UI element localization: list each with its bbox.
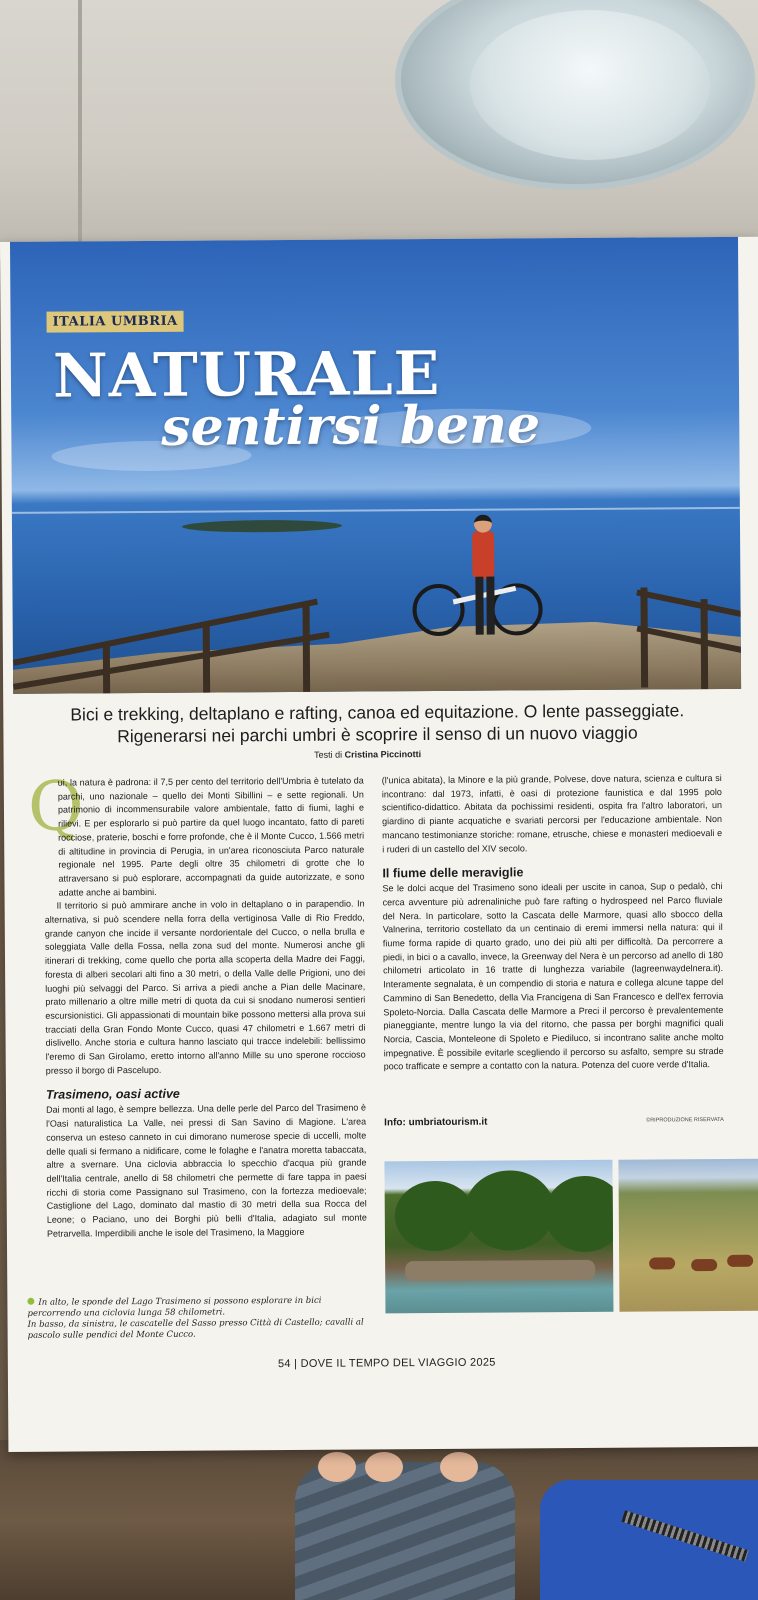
byline-author: Cristina Piccinotti [344,749,422,760]
blue-bag [540,1480,758,1600]
cyclist-leg [486,577,494,635]
fence-rail [636,590,741,618]
fence-post [103,643,110,694]
lake-horizon [12,507,740,514]
standfirst [13,699,741,748]
page-folio: 54 | DOVE IL TEMPO DEL VIAGGIO 2025 [277,1356,496,1371]
fence-post [640,587,648,687]
magazine-page [0,237,758,1452]
article-paragraph: (l'unica abitata), la Minore e la più grande, Polvese, dove natura, scienza e cultura si incontrano: dal 1973, infatti, è oasi di protezione faunistica e dal 1995 polo scientifico-didattico. Abitata da pochissimi residenti, ospita fra l'altro laboratori, un giardino di piante acquatiche e svariati percorsi per l'educazione ambientale. Non mancano testimonianze storiche: romane, etrusche, chiese e monasteri medioevali e i ruderi di un castello del XIV secolo. [381,772,723,854]
article-column-right [382,772,724,1074]
fence-post [203,625,211,694]
section-heading: Il fiume delle meraviglie [382,865,524,881]
fence-post [303,602,311,692]
horse [691,1259,717,1271]
photo-horses [618,1159,758,1312]
article-paragraph: Dai monti al lago, è sempre bellezza. Una delle perle del Parco del Trasimeno è l'Oasi naturalistica La Valle, nei pressi di San Savino di Magione. L'area conserva un esteso canneto in cui dimorano numerose specie di uccelli, molte delle quali si fermano a nidificare, come le folaghe e l'anatra moretta tabaccata, altre a svernare. Una ciclovia abbraccia lo specchio d'acqua più grande dell'Italia centrale, anello di 58 chilometri che permette di fare tappa in paesi ricchi di storia come Passignano sul Trasimeno, con la fortezza medioevale; Castiglione del Lago, dominato dal mastio di 30 metri della sua Rocca del Leone; o Paciano, uno dei Borghi più belli d'Italia, adagiato sul monte Petrarvella. Imperdibili anche le isole del Trasimeno, la Maggiore [46,1102,367,1239]
tree [545,1176,614,1253]
headline: NATURALE [52,338,441,412]
cyclist [472,531,494,579]
info-link: Info: umbriatourism.it [384,1116,488,1129]
bike-wheel [412,584,464,636]
headline-subtitle: sentirsi bene [161,394,541,458]
standfirst-line: Bici e trekking, deltaplano e rafting, canoa ed equitazione. O lente passeggiate. [70,700,685,725]
copyright-notice: ©RIPRODUZIONE RISERVATA [646,1116,724,1124]
photo-caption [27,1295,367,1341]
horse [649,1257,675,1269]
article-paragraph: ui, la natura è padrona: il 7,5 per cento del territorio dell'Umbria è tutelato da parchi, uno nazionale – quello dei Monti Sibillini – e sette regionali. Un patrimonio di incommensurabile valore ambientale, fatto di fiumi, laghi e rilievi. E per esplorarlo si può partire da quel luogo incantato, fatto di pareti rocciose, praterie, boschi e forre profonde, che è il Monte Cucco, 1.566 metri di altitudine in provincia di Perugia, in un'area riconosciuta Parco naturale regionale nel 1995. Parte degli oltre 35 chilometri di grotte che lo attraversano si può esplorare, accompagnati da guide autorizzate, e sono adatte anche ai bambini. [57,775,365,898]
cyclist-head [474,515,492,533]
water-glass-inner [470,10,710,160]
rock-ledge [405,1260,595,1281]
article-column-left [44,774,367,1241]
hero-photo [10,237,741,694]
fence-post [701,599,709,689]
toe [365,1452,403,1482]
standfirst-line: Rigenerarsi nei parchi umbri è scoprire il senso di un nuovo viaggio [117,722,638,747]
tree [464,1170,555,1251]
article-paragraph: Il territorio si può ammirare anche in volo in deltaplano o in parapendio. In alternativa, si può scendere nella forra della vertiginosa Valle di Rio Freddo, grande canyon che incide il versante nordorientale del Cucco, o nella brulla e soleggiata Valle della Fossa, nella zona sud del monte. Numerosi anche gli itinerari di trekking, come quello che porta alla scoperta della Madre dei Faggi, foresta di alberi secolari alti fino a 30 metri, o della Valle delle Prigioni, uno dei luoghi più selvaggi del Parco. Si arriva a piedi anche a Pian delle Macinare, prato millenario a oltre mille metri di quota da cui si snodano numerosi sentieri escursionistici. Gli appassionati di mountain bike possono mettersi alla prova sui tracciati della Gran Fondo Monte Cucco, quasi 47 chilometri e 1.667 metri di dislivello. Anche storia e cultura hanno lasciato qui tracce indelebili: bellissimo l'eremo di San Girolamo, eretto intorno all'anno Mille su uno sperone roccioso presso il borgo di Pascelupo. [44,898,366,1076]
byline-label: Testi di [314,749,343,760]
cyclist-leg [475,577,483,635]
drop-cap: Q [27,767,84,847]
caption-line: In alto, le sponde del Lago Trasimeno si possono esplorare in bici percorrendo una ciclovia lunga 58 chilometri. [27,1295,322,1319]
toe [318,1452,356,1482]
section-tag: ITALIA UMBRIA [46,311,183,333]
tree [395,1181,475,1252]
lake-island [182,520,342,533]
toe [440,1452,478,1482]
byline [4,747,732,762]
table-seam [78,0,82,260]
section-heading: Trasimeno, oasi active [45,1087,180,1103]
photo-waterfall [384,1160,613,1314]
horse [727,1255,753,1267]
sandal [295,1462,515,1600]
caption-line: In basso, da sinistra, le cascatelle del Sasso presso Città di Castello; cavalli al pascolo sulle pendici del Monte Cucco. [27,1317,364,1341]
rocky-viewpoint [13,617,741,694]
article-paragraph: Se le dolci acque del Trasimeno sono ideali per uscite in canoa, Sup o pedalò, chi cerca avventure più adrenaliniche può fare rafting o hydrospeed nel Parco fluviale del Nera. In particolare, sotto la Cascata delle Marmore, quasi allo sbocco della Valnerina, territorio costellato da un centinaio di eremi immersi nella natura: qui il fiume forma rapide di quarto grado, uno dei più alti per difficoltà. Da percorrere a piedi, in bici o a cavallo, invece, la Greenway del Nera è un percorso ad anello di 180 chilometri articolato in 16 tratte di lunghezza variabile (lagreenwaydelnera.it). Interamente segnalata, è un compendio di storia e natura e collega alcune tappe del Cammino di San Benedetto, della Via Francigena di San Francesco e dell'ex ferrovia Spoleto-Norcia. Dalla Cascata delle Marmore a Preci il percorso è prevalentemente pianeggiante, mentre lungo la via del ritorno, che passa per borghi magnifici quali Norcia, Cascia, Monteleone di Spoleto e Piediluco, si incontrano salite anche molto impegnative. È possibile evitarle scegliendo il percorso su asfalto, sempre su strade poco trafficate e sempre a contatto con la natura. Potenza del cuore verde d'Italia. [382,881,724,1072]
bullet-icon [27,1298,34,1305]
